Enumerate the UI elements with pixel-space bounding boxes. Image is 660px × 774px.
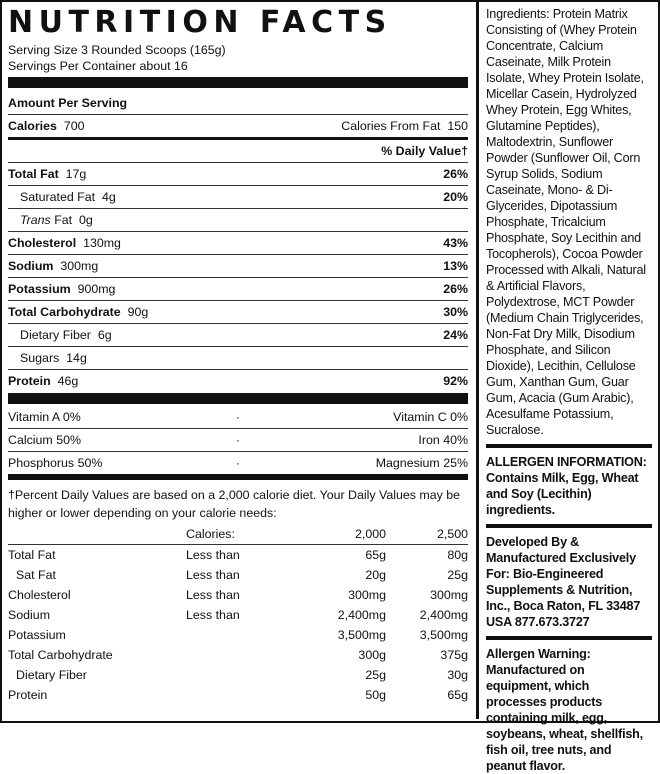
- nutrient-row: Cholesterol 130mg 43%: [8, 232, 468, 255]
- medium-rule: [8, 474, 468, 480]
- nutrient-row: Potassium 900mg 26%: [8, 278, 468, 301]
- calories-row: Calories 700 Calories From Fat 150: [8, 115, 468, 140]
- allergen-information: ALLERGEN INFORMATION: Contains Milk, Egg, Wheat and Soy (Lecithin) ingredients.: [486, 444, 652, 518]
- vitamin-row: Calcium 50% · Iron 40%: [8, 429, 468, 452]
- nutrient-row: Sodium 300mg 13%: [8, 255, 468, 278]
- nutrient-row: Total Fat 17g 26%: [8, 163, 468, 186]
- nutrition-panel: [8, 6, 468, 705]
- allergen-warning: Allergen Warning: Manufactured on equipment, which processes products containing milk, egg, soybeans, wheat, shellfish, fish oil, tree nuts, and peanut flavor.: [486, 636, 652, 774]
- daily-value-header: % Daily Value†: [8, 140, 468, 163]
- thick-rule: [8, 393, 468, 404]
- vitamin-row: Phosphorus 50% · Magnesium 25%: [8, 456, 468, 470]
- table-row: Dietary Fiber 25g 30g: [16, 668, 468, 682]
- table-row: Cholesterol Less than 300mg 300mg: [8, 588, 468, 602]
- serving-size: Serving Size 3 Rounded Scoops (165g): [8, 43, 226, 57]
- table-row: Sat Fat Less than 20g 25g: [16, 568, 468, 582]
- nutrient-row: Protein 46g 92%: [8, 374, 468, 388]
- table-row: Sodium Less than 2,400mg 2,400mg: [8, 608, 468, 622]
- daily-values-table: [8, 524, 468, 705]
- panel-title: NUTRITION FACTS: [8, 5, 392, 40]
- table-row: Protein 50g 65g: [8, 688, 468, 702]
- info-panel: [486, 6, 652, 774]
- nutrient-row: Dietary Fiber 6g 24%: [8, 324, 468, 347]
- table-row: Total Fat Less than 65g 80g: [8, 548, 468, 562]
- servings-per-container: Servings Per Container about 16: [8, 59, 188, 73]
- footnote: †Percent Daily Values are based on a 2,000 calorie diet. Your Daily Values may be higher or lower depending on your calorie needs:: [8, 488, 461, 520]
- table-row: Total Carbohydrate 300g 375g: [8, 648, 468, 662]
- table-row: Potassium 3,500mg 3,500mg: [8, 628, 468, 642]
- column-divider: [476, 0, 479, 719]
- nutrient-row: Trans Fat 0g: [8, 209, 468, 232]
- table-header-row: Calories: 2,000 2,500: [8, 524, 468, 545]
- nutrient-row: Sugars 14g: [8, 347, 468, 370]
- nutrient-row: Saturated Fat 4g 20%: [8, 186, 468, 209]
- ingredients-text: Ingredients: Protein Matrix Consisting of (Whey Protein Concentrate, Calcium Caseinate, Milk Protein Isolate, Whey Protein Isolate, Micellar Casein, Hydrolyzed Whey Protein, Egg Whites, Glutamine Peptides), Maltodextrin, Sunflower Powder (Sunflower Oil, Corn Syrup Solids, Sodium Caseinate, Mono- & Di-Glycerides, Dipotassium Phosphate, Tricalcium Phosphate, Soy Lecithin and Tocopherols), Cocoa Powder Processed with Alkali, Natural & Artificial Flavors, Polydextrose, MCT Powder (Medium Chain Triglycerides, Non-Fat Dry Milk, Disodium Phosphate, and Silicon Dioxide), Lecithin, Cellulose Gum, Xanthan Gum, Guar Gum, Acacia (Gum Arabic), Acesulfame Potassium, Sucralose.: [486, 7, 646, 437]
- nutrient-row: Total Carbohydrate 90g 30%: [8, 301, 468, 324]
- thick-rule: [8, 77, 468, 88]
- amount-per-serving: Amount Per Serving: [8, 92, 468, 115]
- vitamin-row: Vitamin A 0% · Vitamin C 0%: [8, 406, 468, 429]
- manufacturer-info: Developed By & Manufactured Exclusively For: Bio-Engineered Supplements & Nutrition, Inc., Boca Raton, FL 33487 USA 877.673.3727: [486, 524, 652, 630]
